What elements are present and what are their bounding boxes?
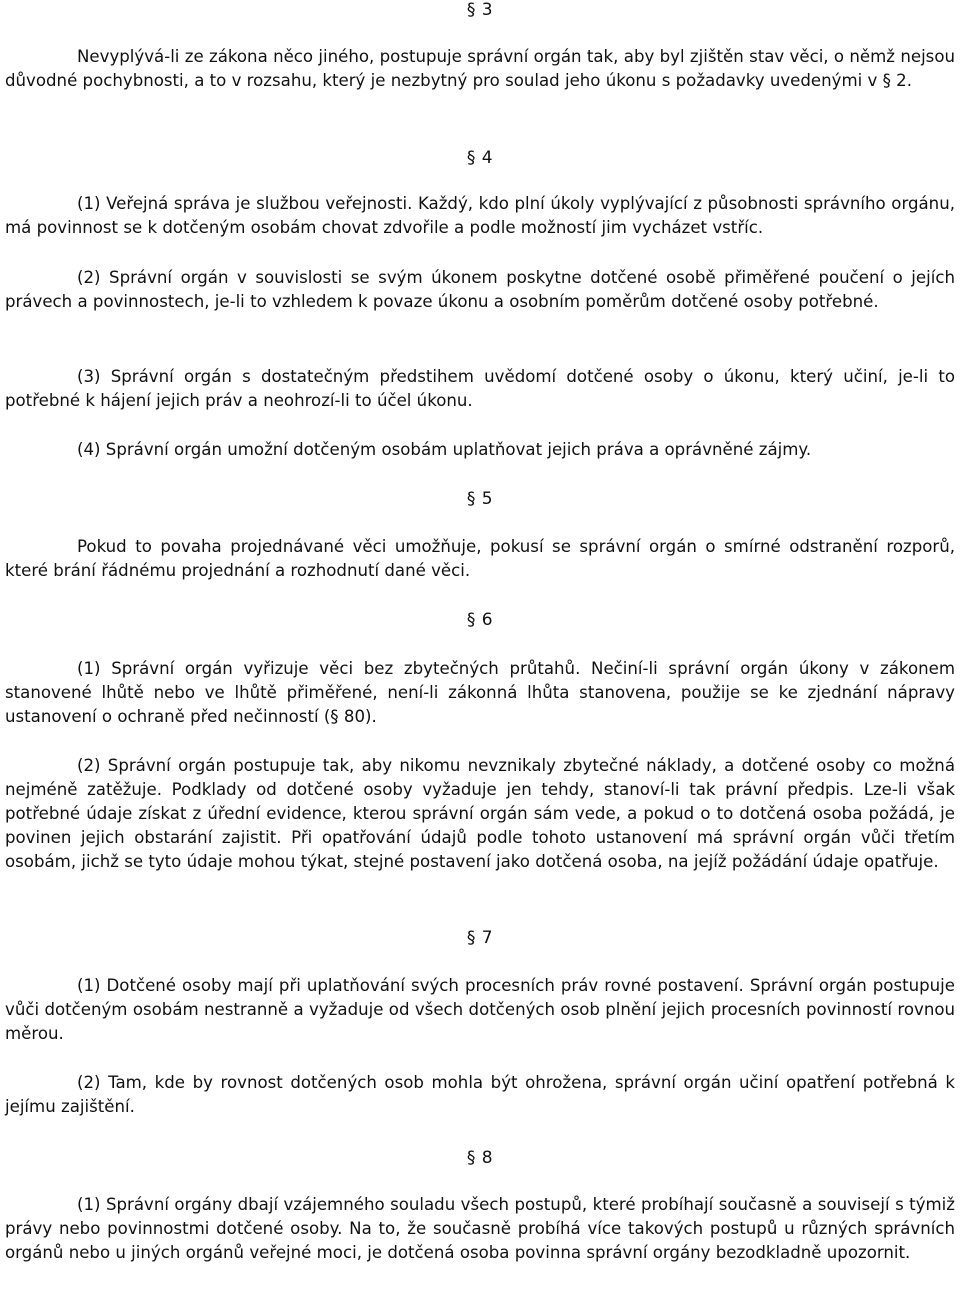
section-heading-8: § 8 (466, 1148, 494, 1168)
paragraph: (4) Správní orgán umožní dotčeným osobám uplatňovat jejich práva a oprávněné zájmy. (77, 440, 812, 459)
paragraph: Nevyplývá-li ze zákona něco jiného, postupuje správní orgán tak, aby byl zjištěn stav věci, o němž nejsou důvodné pochybnosti, a to v rozsahu, který je nezbytný pro soulad jeho úkonu s požadavky uvedenými v § 2. (5, 47, 955, 90)
paragraph: (2) Správní orgán v souvislosti se svým úkonem poskytne dotčené osobě přiměřené poučení o jejích právech a povinnostech, je-li to vzhledem k povaze úkonu a osobním poměrům dotčené osoby potřebné. (5, 268, 955, 311)
section-heading-3: § 3 (466, 0, 494, 20)
section-heading-4: § 4 (466, 148, 494, 168)
paragraph: (1) Správní orgány dbají vzájemného souladu všech postupů, které probíhají současně a souvisejí s týmiž právy nebo povinnostmi dotčené osoby. Na to, že současně probíhá více takových postupů u různých správních orgánů nebo u jiných orgánů veřejné moci, je dotčená osoba povinna správní orgány bezodkladně upozornit. (5, 1195, 955, 1262)
paragraph: (1) Dotčené osoby mají při uplatňování svých procesních práv rovné postavení. Správní orgán postupuje vůči dotčeným osobám nestranně a vyžaduje od všech dotčených osob plnění jejich procesních povinností rovnou měrou. (5, 976, 955, 1043)
paragraph: (1) Veřejná správa je službou veřejnosti. Každý, kdo plní úkoly vyplývající z působnosti správního orgánu, má povinnost se k dotčeným osobám chovat zdvořile a podle možností jim vycházet vstříc. (5, 194, 955, 237)
paragraph: (2) Správní orgán postupuje tak, aby nikomu nevznikaly zbytečné náklady, a dotčené osoby co možná nejméně zatěžuje. Podklady od dotčené osoby vyžaduje jen tehdy, stanoví-li tak právní předpis. Lze-li však potřebné údaje získat z úřední evidence, kterou správní orgán sám vede, a pokud o to dotčená osoba požádá, je povinen jejich obstarání zajistit. Při opatřování údajů podle tohoto ustanovení má správní orgán vůči třetím osobám, jichž se tyto údaje mohou týkat, stejné postavení jako dotčená osoba, na jejíž požádání údaje opatřuje. (5, 756, 955, 871)
section-heading-7: § 7 (466, 928, 494, 948)
paragraph: (2) Tam, kde by rovnost dotčených osob mohla být ohrožena, správní orgán učiní opatření potřebná k jejímu zajištění. (5, 1073, 955, 1116)
paragraph: (1) Správní orgán vyřizuje věci bez zbytečných průtahů. Nečiní-li správní orgán úkony v zákonem stanovené lhůtě nebo ve lhůtě přiměřené, není-li zákonná lhůta stanovena, použije se ke zjednání nápravy ustanovení o ochraně před nečinností (§ 80). (5, 659, 955, 726)
section-heading-6: § 6 (466, 610, 494, 630)
paragraph: (3) Správní orgán s dostatečným předstihem uvědomí dotčené osoby o úkonu, který učiní, je-li to potřebné k hájení jejich práv a neohrozí-li to účel úkonu. (5, 367, 955, 410)
paragraph: Pokud to povaha projednávané věci umožňuje, pokusí se správní orgán o smírné odstranění rozporů, které brání řádnému projednání a rozhodnutí dané věci. (5, 537, 955, 580)
section-heading-5: § 5 (466, 489, 494, 509)
